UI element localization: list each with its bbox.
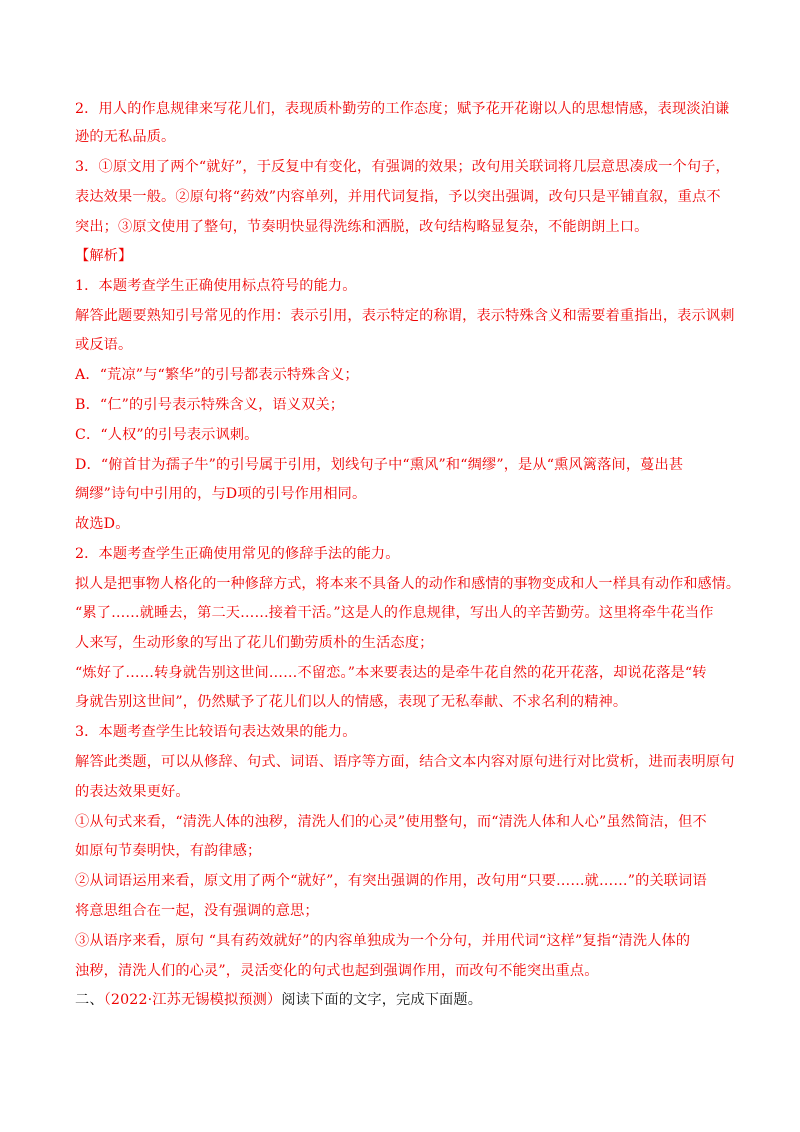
analysis-line: 或反语。 bbox=[75, 337, 133, 353]
answer-line: 表达效果一般。②原句将“药效”内容单列，并用代词复指，予以突出强调，改句只是平铺直叙，重点不 bbox=[75, 189, 721, 205]
analysis-line: “累了……就睡去，第二天……接着干活。”这是人的作息规律，写出人的辛苦勤劳。这里将牵牛花当作 bbox=[75, 605, 714, 621]
analysis-line: 的表达效果更好。 bbox=[75, 784, 190, 800]
source-tag: （2022·江苏无锡模拟预测） bbox=[103, 992, 282, 1008]
analysis-line: ①从句式来看，“清洗人体的浊秽，清洗人们的心灵”使用整句，而“清洗人体和人心”虽然简洁，但不 bbox=[75, 814, 707, 830]
analysis-line: 解答此题要熟知引号常见的作用：表示引用，表示特定的称谓，表示特殊含义和需要着重指出，表示讽刺 bbox=[75, 308, 735, 324]
analysis-line: “炼好了……转身就告别这世间……不留恋。”本来要表达的是牵牛花自然的花开花落，却说花落是“转 bbox=[75, 665, 707, 681]
analysis-line: 如原句节奏明快，有韵律感； bbox=[75, 843, 262, 859]
option-c-line: C．“人权”的引号表示讽刺。 bbox=[75, 427, 259, 443]
analysis-line: ②从词语运用来看，原文用了两个“就好”，有突出强调的作用，改句用“只要……就……”的关联词语 bbox=[75, 873, 707, 889]
answer-line: 3．①原文用了两个“就好”，于反复中有变化，有强调的效果；改句用关联词将几层意思凑成一个句子， bbox=[75, 159, 730, 175]
analysis-line: 浊秽，清洗人们的心灵”，灵活变化的句式也起到强调作用，而改句不能突出重点。 bbox=[75, 963, 599, 979]
conclusion-line: 故选D。 bbox=[75, 516, 130, 532]
analysis-line: 2．本题考查学生正确使用常见的修辞手法的能力。 bbox=[75, 546, 400, 562]
section-instruction: 阅读下面的文字，完成下面题。 bbox=[281, 992, 483, 1008]
analysis-line: 人来写，生动形象的写出了花儿们勤劳质朴的生活态度； bbox=[75, 635, 434, 651]
section-heading bbox=[75, 990, 482, 1010]
analysis-line: 3．本题考查学生比较语句表达效果的能力。 bbox=[75, 724, 357, 740]
analysis-line: 拟人是把事物人格化的一种修辞方式，将本来不具备人的动作和感情的事物变成和人一样具有动作和感情。 bbox=[75, 576, 741, 592]
analysis-line: 身就告别这世间”，仍然赋予了花儿们以人的情感，表现了无私奉献、不求名利的精神。 bbox=[75, 694, 628, 710]
analysis-line: 1．本题考查学生正确使用标点符号的能力。 bbox=[75, 278, 357, 294]
analysis-line: ③从语序来看，原句 “具有药效就好”的内容单独成为一个分句，并用代词“这样”复指“清洗人体的 bbox=[75, 933, 691, 949]
option-d-line: D．“俯首甘为孺子牛”的引号属于引用，划线句子中“熏风”和“绸缪”，是从“熏风篱落间，蔓出甚 bbox=[75, 457, 684, 473]
option-a-line: A．“荒凉”与“繁华”的引号都表示特殊含义； bbox=[75, 367, 359, 383]
answer-line: 突出；③原文使用了整句，节奏明快显得洗练和洒脱，改句结构略显复杂，不能朗朗上口。 bbox=[75, 219, 649, 235]
option-b-line: B．“仁”的引号表示特殊含义，语义双关； bbox=[75, 397, 345, 413]
option-d-line: 绸缪”诗句中引用的，与D项的引号作用相同。 bbox=[75, 486, 367, 502]
analysis-line: 将意思组合在一起，没有强调的意思； bbox=[75, 903, 319, 919]
answer-line: 2．用人的作息规律来写花儿们，表现质朴勤劳的工作态度；赋予花开花谢以人的思想情感，表现淡泊谦 bbox=[75, 101, 730, 117]
analysis-line: 解答此类题，可以从修辞、句式、词语、语序等方面，结合文本内容对原句进行对比赏析，进而表明原句 bbox=[75, 754, 735, 770]
analysis-heading: 【解析】 bbox=[75, 248, 133, 264]
section-number: 二、 bbox=[75, 992, 104, 1008]
answer-line: 逊的无私品质。 bbox=[75, 129, 176, 145]
